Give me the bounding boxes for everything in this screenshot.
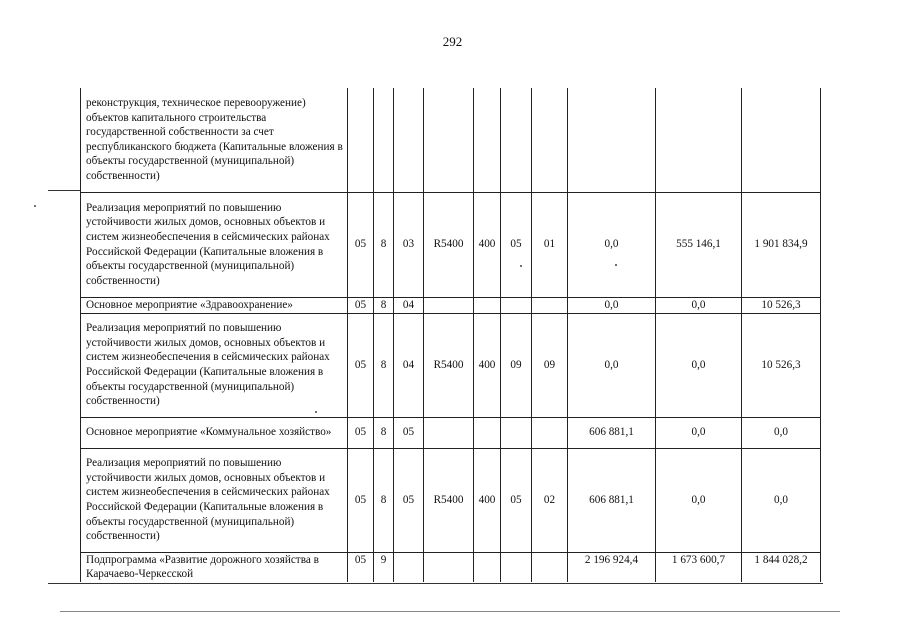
cell-expense-type [474, 297, 501, 313]
row-name: Реализация мероприятий по повышению устойчивости жилых домов, основных объектов и систем жизнеобеспечения в сейсмических районах Российской Федерации (Капитальные вложения в объекты государственной (муниципальной) собственности) [81, 192, 348, 297]
table-row [81, 88, 821, 192]
table-row [81, 297, 821, 313]
margin-rule-left [48, 190, 80, 191]
cell-amount-year-2: 0,0 [656, 313, 742, 417]
cell-program: 8 [374, 192, 394, 297]
cell-section: 05 [501, 448, 532, 552]
cell-amount-year-1: 2 196 924,4 [568, 552, 656, 582]
cell-target-article [424, 417, 474, 448]
cell-amount-year-3: 10 526,3 [742, 313, 821, 417]
cell-program: 8 [374, 417, 394, 448]
cell-amount-year-2: 0,0 [656, 297, 742, 313]
table-row [81, 448, 821, 552]
cell-expense-type: 400 [474, 313, 501, 417]
cell-amount-year-3: 1 901 834,9 [742, 192, 821, 297]
cell-target-article [424, 297, 474, 313]
cell-subsection [532, 88, 568, 192]
cell-expense-type: 400 [474, 192, 501, 297]
cell-amount-year-2: 0,0 [656, 448, 742, 552]
cell-section [501, 552, 532, 582]
cell-ministry: 05 [348, 417, 374, 448]
cell-target-article: R5400 [424, 192, 474, 297]
cell-ministry: 05 [348, 192, 374, 297]
table-row [81, 417, 821, 448]
cell-expense-type [474, 88, 501, 192]
cell-subsection [532, 297, 568, 313]
row-name: Основное мероприятие «Коммунальное хозяйство» [81, 417, 348, 448]
cell-amount-year-3: 1 844 028,2 [742, 552, 821, 582]
cell-expense-type [474, 417, 501, 448]
cell-amount-year-3: 0,0 [742, 417, 821, 448]
cell-ministry [348, 88, 374, 192]
cell-ministry: 05 [348, 313, 374, 417]
cell-target-article [424, 552, 474, 582]
cell-target-article: R5400 [424, 448, 474, 552]
cell-amount-year-1: 0,0 [568, 192, 656, 297]
cell-amount-year-1: 606 881,1 [568, 448, 656, 552]
cell-program: 8 [374, 448, 394, 552]
cell-amount-year-3: 10 526,3 [742, 297, 821, 313]
cell-program [374, 88, 394, 192]
cell-target-article: R5400 [424, 313, 474, 417]
cell-expense-type [474, 552, 501, 582]
cell-subprogram [394, 552, 424, 582]
cell-ministry: 05 [348, 552, 374, 582]
cell-subprogram: 04 [394, 297, 424, 313]
row-name: Реализация мероприятий по повышению устойчивости жилых домов, основных объектов и систем жизнеобеспечения в сейсмических районах Российской Федерации (Капитальные вложения в объекты государственной (муниципальной) собственности) [81, 448, 348, 552]
scan-speck [615, 264, 617, 266]
cell-subprogram: 05 [394, 448, 424, 552]
budget-table [80, 88, 821, 582]
scan-speck [315, 411, 317, 413]
scan-speck [520, 265, 522, 267]
cell-subsection: 02 [532, 448, 568, 552]
cell-program: 8 [374, 297, 394, 313]
row-name: Основное мероприятие «Здравоохранение» [81, 297, 348, 313]
cell-amount-year-2 [656, 88, 742, 192]
table-row [81, 552, 821, 582]
page-footer-rule [60, 611, 840, 612]
cell-subprogram: 04 [394, 313, 424, 417]
cell-program: 8 [374, 313, 394, 417]
cell-section [501, 297, 532, 313]
cell-subsection [532, 552, 568, 582]
table-row [81, 192, 821, 297]
cell-subprogram: 03 [394, 192, 424, 297]
cell-section [501, 417, 532, 448]
cell-amount-year-2: 555 146,1 [656, 192, 742, 297]
cell-amount-year-2: 0,0 [656, 417, 742, 448]
row-name: реконструкция, техническое перевооружение) объектов капитального строительства государственной собственности за счет республиканского бюджета (Капитальные вложения в объекты государственной (муниципальной) собственности) [81, 88, 348, 192]
cell-amount-year-1: 0,0 [568, 313, 656, 417]
cell-expense-type: 400 [474, 448, 501, 552]
cell-amount-year-2: 1 673 600,7 [656, 552, 742, 582]
cell-section: 09 [501, 313, 532, 417]
table-bottom-rule [48, 583, 823, 584]
cell-amount-year-1: 0,0 [568, 297, 656, 313]
cell-ministry: 05 [348, 448, 374, 552]
cell-amount-year-3: 0,0 [742, 448, 821, 552]
row-name: Подпрограмма «Развитие дорожного хозяйства в Карачаево-Черкесской [81, 552, 348, 582]
cell-program: 9 [374, 552, 394, 582]
cell-subsection: 01 [532, 192, 568, 297]
cell-section: 05 [501, 192, 532, 297]
page-number: 292 [442, 34, 463, 49]
cell-target-article [424, 88, 474, 192]
cell-subsection: 09 [532, 313, 568, 417]
cell-subsection [532, 417, 568, 448]
cell-ministry: 05 [348, 297, 374, 313]
cell-subprogram [394, 88, 424, 192]
table-row [81, 313, 821, 417]
cell-amount-year-1: 606 881,1 [568, 417, 656, 448]
cell-amount-year-3 [742, 88, 821, 192]
cell-amount-year-1 [568, 88, 656, 192]
cell-subprogram: 05 [394, 417, 424, 448]
cell-section [501, 88, 532, 192]
row-name: Реализация мероприятий по повышению устойчивости жилых домов, основных объектов и систем жизнеобеспечения в сейсмических районах Российской Федерации (Капитальные вложения в объекты государственной (муниципальной) собственности) [81, 313, 348, 417]
scan-speck [34, 205, 36, 207]
